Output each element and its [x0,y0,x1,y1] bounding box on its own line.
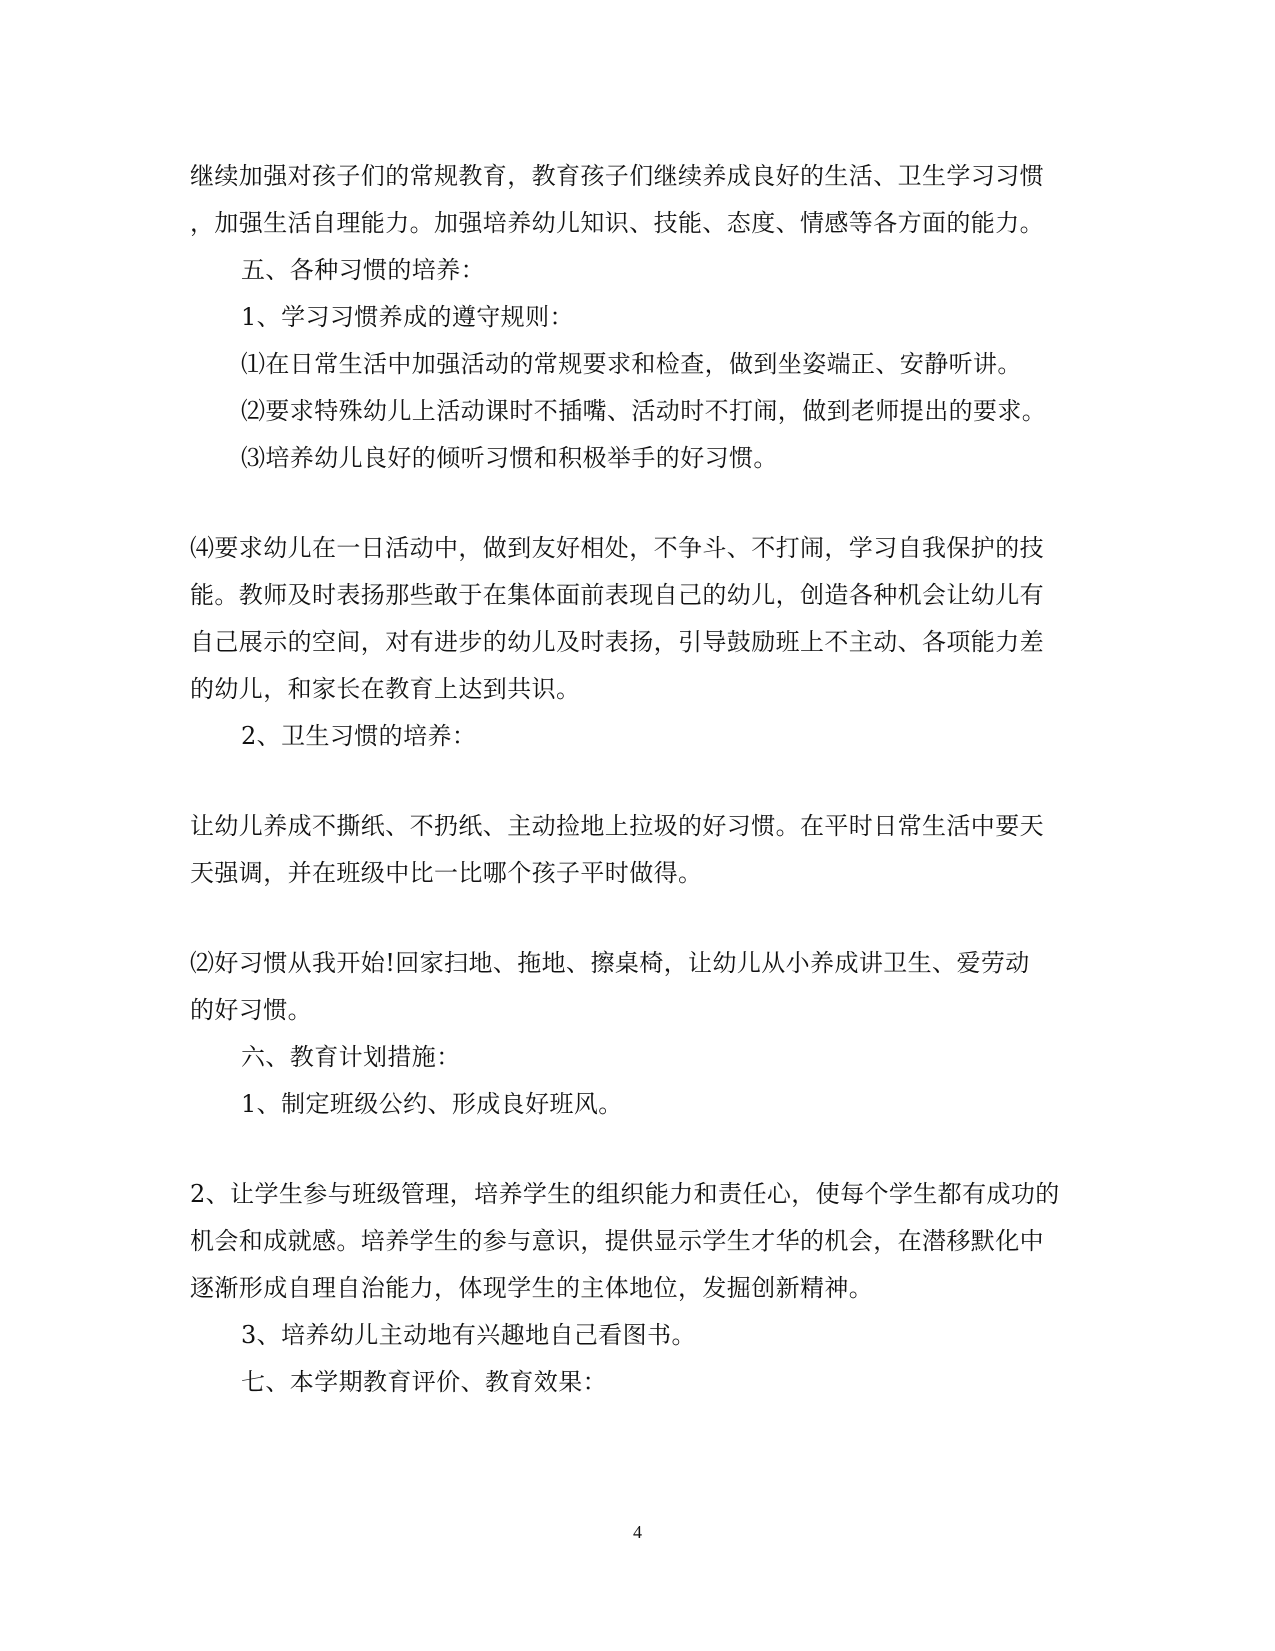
text-line: 逐渐形成自理自治能力，体现学生的主体地位，发掘创新精神。 [190,1274,874,1302]
list-item: ⑶培养幼儿良好的倾听习惯和积极举手的好习惯。 [241,444,778,472]
text-line: 能。教师及时表扬那些敢于在集体面前表现自己的幼儿，创造各种机会让幼儿有 [190,581,1044,609]
text-line: ⑷要求幼儿在一日活动中，做到友好相处，不争斗、不打闹，学习自我保护的技 [190,534,1044,562]
text-line: 的幼儿，和家长在教育上达到共识。 [190,675,581,703]
text-line: 的好习惯。 [190,996,312,1024]
section-heading: 五、各种习惯的培养： [241,256,485,284]
text-line: 继续加强对孩子们的常规教育，教育孩子们继续养成良好的生活、卫生学习习惯 [190,162,1044,190]
list-item: ⑵要求特殊幼儿上活动课时不插嘴、活动时不打闹，做到老师提出的要求。 [241,397,1047,425]
subsection-heading: 1、学习习惯养成的遵守规则： [241,303,574,331]
list-item: 1、制定班级公约、形成良好班风。 [241,1090,623,1118]
text-line: 天强调，并在班级中比一比哪个孩子平时做得。 [190,859,703,887]
section-heading: 七、本学期教育评价、教育效果： [241,1368,607,1396]
text-line: 2、让学生参与班级管理，培养学生的组织能力和责任心，使每个学生都有成功的 [190,1180,1060,1208]
subsection-heading: 2、卫生习惯的培养： [241,722,477,750]
text-line: 让幼儿养成不撕纸、不扔纸、主动捡地上拉圾的好习惯。在平时日常生活中要天 [190,812,1044,840]
text-line: ⑵好习惯从我开始!回家扫地、拖地、擦桌椅，让幼儿从小养成讲卫生、爱劳动 [190,949,1030,977]
text-line: 机会和成就感。培养学生的参与意识，提供显示学生才华的机会，在潜移默化中 [190,1227,1044,1255]
text-line: ，加强生活自理能力。加强培养幼儿知识、技能、态度、情感等各方面的能力。 [190,209,1044,237]
text-line: 自己展示的空间，对有进步的幼儿及时表扬，引导鼓励班上不主动、各项能力差 [190,628,1044,656]
page-number: 4 [633,1522,642,1542]
list-item: 3、培养幼儿主动地有兴趣地自己看图书。 [241,1321,696,1349]
section-heading: 六、教育计划措施： [241,1043,461,1071]
list-item: ⑴在日常生活中加强活动的常规要求和检查，做到坐姿端正、安静听讲。 [241,350,1022,378]
